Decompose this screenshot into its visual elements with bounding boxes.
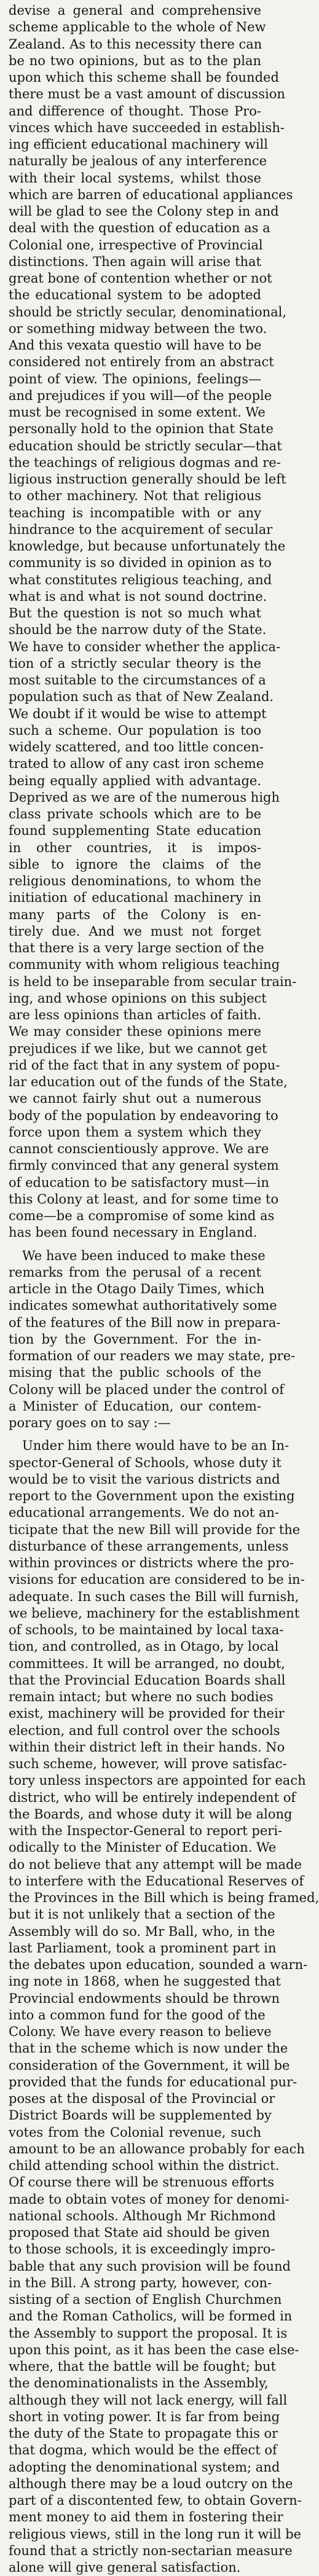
text-line: do not believe that any attempt will be made — [9, 1857, 302, 1872]
text-line: exist, machinery will be provided for their — [9, 1706, 285, 1721]
text-line: ligious instruction generally should be left — [9, 472, 286, 487]
text-line: trated to allow of any cast iron scheme — [9, 756, 264, 772]
text-line: distinctions. Then again will arise that — [9, 254, 261, 269]
text-line: District Boards will be supplemented by — [9, 2108, 272, 2123]
text-line: of education to be satisfactory must—in — [9, 1175, 269, 1190]
text-line: knowledge, but because unfortunately the — [9, 539, 286, 554]
text-line: must be recognised in some extent. We — [9, 405, 266, 420]
text-line: consideration of the Government, it will be — [9, 2057, 290, 2073]
text-line: prejudices if we like, but we cannot get — [9, 1041, 267, 1056]
text-line: tion, and controlled, as in Otago, by local — [9, 1639, 279, 1654]
text-line: lar education out of the funds of the State, — [9, 1075, 288, 1089]
text-line: should be strictly secular, denominational, — [9, 304, 287, 319]
text-line: class private schools which are to be — [9, 807, 261, 821]
text-line: what constitutes religious teaching, and — [9, 572, 272, 587]
text-line: adequate. In such cases the Bill will furnish, — [9, 1589, 299, 1604]
text-line: child attending school within the district. — [9, 2158, 280, 2173]
text-line: remain intact; but where no such bodies — [9, 1689, 274, 1704]
text-line: sible to ignore the claims of the — [9, 856, 261, 872]
text-line: the duty of the State to propagate this or — [9, 2426, 278, 2441]
text-line: where, that the battle will be fought; but — [9, 2359, 276, 2374]
text-line: Colony will be placed under the control of — [9, 1382, 285, 1397]
text-line: Under him there would have to be an In- — [22, 1438, 289, 1454]
text-line: report to the Government upon the existing — [9, 1489, 295, 1503]
text-line: widely scattered, and too little concen- — [9, 740, 264, 754]
text-line: tirely due. And we must not forget — [9, 923, 261, 939]
text-line: sisting of a section of English Churchmen — [9, 2292, 282, 2307]
text-line: tion of a strictly secular theory is the — [9, 656, 261, 671]
text-line: made to obtain votes of money for denomi- — [9, 2191, 289, 2207]
text-line: although there may be a loud outcry on the — [9, 2476, 293, 2491]
text-line: firmly convinced that any general system — [9, 1158, 279, 1173]
text-line: ment money to aid them in fostering their — [9, 2510, 283, 2525]
text-line: ticipate that the new Bill will provide for the — [9, 1522, 301, 1537]
text-line: of the features of the Bill now in prepara- — [9, 1315, 281, 1330]
text-line: Of course there will be strenuous efforts — [9, 2175, 274, 2190]
text-line: poses at the disposal of the Provincial or — [9, 2091, 275, 2106]
text-line: although they will not lack energy, will fall — [9, 2392, 288, 2408]
text-line: to other machinery. Not that religious — [9, 488, 261, 504]
text-line: to interfere with the Educational Reserves of — [9, 1873, 304, 1889]
text-line: religious denominations, to whom the — [9, 874, 261, 888]
text-line: remarks from the perusal of a recent — [9, 1264, 261, 1280]
text-line: most suitable to the circumstances of a — [9, 673, 266, 687]
text-line: We may consider these opinions mere — [9, 1024, 261, 1039]
text-line: and difference of thought. Those Pro- — [9, 103, 261, 119]
text-line: spector-General of Schools, whose duty it — [9, 1455, 282, 1470]
text-line: this Colony at least, and for some time to — [9, 1191, 279, 1207]
text-line: provided that the funds for educational pur- — [9, 2074, 297, 2089]
text-line: devise a general and comprehensive — [9, 3, 261, 18]
text-line: amount to be an allowance probably for each — [9, 2141, 305, 2156]
text-line: community is so divided in opinion as to — [9, 555, 272, 571]
text-line: initiation of educational machinery in — [9, 890, 261, 906]
text-line: naturally be jealous of any interference — [9, 154, 267, 169]
text-line: adopting the denominational system; and — [9, 2459, 280, 2475]
text-line: that dogma, which would be the effect of — [9, 2443, 277, 2458]
text-line: vinces which have succeeded in establish- — [9, 120, 285, 135]
text-line: in the Bill. A strong party, however, con- — [9, 2275, 272, 2290]
text-line: committees. It will be arranged, no doubt, — [9, 1656, 285, 1671]
text-line: that the Provincial Education Boards shall — [9, 1672, 286, 1688]
text-line: scheme applicable to the whole of New — [9, 20, 266, 35]
text-line: article in the Otago Daily Times, which — [9, 1282, 265, 1296]
text-line: the Boards, and whose duty it will be along — [9, 1806, 293, 1822]
text-line: what is and what is not sound doctrine. — [9, 589, 267, 604]
text-line: such scheme, however, will prove satisfac- — [9, 1756, 287, 1771]
text-line: to those schools, it is exceedingly impro- — [9, 2242, 275, 2257]
text-line: teaching is incompatible with or any — [9, 505, 261, 520]
text-line: would be to visit the various districts and — [9, 1471, 280, 1487]
text-line: community with whom religious teaching — [9, 957, 280, 973]
text-line: will be glad to see the Colony step in and — [9, 204, 279, 219]
text-line: Colony. We have every reason to believe — [9, 2024, 272, 2039]
text-line: or something midway between the two. — [9, 321, 267, 336]
text-line: be no two opinions, but as to the plan — [9, 53, 261, 68]
text-line: has been found necessary in England. — [9, 1225, 258, 1240]
text-line: and the Roman Catholics, will be formed in — [9, 2309, 293, 2324]
text-line: of schools, to be maintained by local taxa- — [9, 1623, 284, 1637]
text-line: there must be a vast amount of discussion — [9, 87, 285, 102]
text-line: the teachings of religious dogmas and re- — [9, 455, 281, 470]
text-line: Provincial endowments should be thrown — [9, 1991, 280, 2006]
text-line: we believe, machinery for the establishment — [9, 1605, 300, 1621]
text-line: being equally applied with advantage. — [9, 773, 261, 788]
text-line: great bone of contention whether or not — [9, 271, 272, 286]
text-line: which are barren of educational appliances — [9, 187, 293, 202]
text-line: rid of the fact that in any system of popu- — [9, 1057, 280, 1073]
text-line: deal with the question of education as a — [9, 221, 270, 236]
text-line: short in voting power. It is far from being — [9, 2409, 280, 2424]
text-line: Deprived as we are of the numerous high — [9, 789, 280, 805]
text-line: is held to be inseparable from secular train- — [9, 974, 297, 989]
text-line: alone will give general satisfaction. — [9, 2560, 241, 2575]
text-line: And this vexata questio will have to be — [9, 338, 262, 353]
text-line: with their local systems, whilst those — [9, 170, 261, 186]
text-line: bable that any such provision will be found — [9, 2258, 291, 2274]
text-line: formation of our readers we may state, pre- — [9, 1349, 296, 1363]
text-line: many parts of the Colony is en- — [9, 907, 261, 922]
text-line: education should be strictly secular—that — [9, 438, 282, 453]
text-line: come—be a compromise of some kind as — [9, 1208, 275, 1223]
text-line: population such as that of New Zealand. — [9, 689, 274, 705]
text-line: body of the population by endeavoring to — [9, 1108, 278, 1123]
text-line: but it is not unlikely that a section of the — [9, 1907, 275, 1922]
text-line: and prejudices if you will—of the people — [9, 388, 272, 403]
text-line: visions for education are considered to be in- — [9, 1572, 305, 1587]
text-line: educational arrangements. We do not an- — [9, 1505, 280, 1521]
text-line: We have to consider whether the applica- — [9, 639, 281, 654]
text-line: But the question is not so much what — [9, 606, 261, 621]
text-line: the Provinces in the Bill which is being framed, — [9, 1890, 319, 1905]
text-line: porary goes on to say :— — [9, 1415, 171, 1430]
text-line: personally hold to the opinion that State — [9, 421, 274, 437]
text-line: found that a strictly non-sectarian measure — [9, 2543, 293, 2558]
paragraph-gap — [9, 1431, 261, 1438]
article-paragraph-1 — [9, 2, 297, 1242]
text-line: within their district left in their hands. No — [9, 1739, 285, 1755]
text-line: mising that the public schools of the — [9, 1365, 261, 1380]
text-line: such a scheme. Our population is too — [9, 722, 261, 738]
text-line: the Assembly to support the proposal. It is — [9, 2325, 288, 2341]
text-line: ing, and whose opinions on this subject — [9, 990, 267, 1006]
quoted-passage — [9, 1431, 319, 2576]
text-line: We have been induced to make these — [22, 1248, 266, 1263]
text-line: are less opinions than articles of faith. — [9, 1008, 261, 1022]
text-line: hindrance to the acquirement of secular — [9, 522, 273, 537]
text-line: force upon them a system which they — [9, 1124, 261, 1140]
text-line: the debates upon education, sounded a warn- — [9, 1957, 308, 1972]
text-line: with the Inspector-General to report peri- — [9, 1823, 283, 1838]
text-line: proposed that State aid should be given — [9, 2225, 270, 2240]
text-line: considered not entirely from an abstract — [9, 354, 274, 370]
article-paragraph-2 — [9, 1242, 296, 1432]
text-line: district, who will be entirely independent of — [9, 1790, 296, 1805]
text-line: national schools. Although Mr Richmond — [9, 2208, 276, 2223]
text-line: election, and full control over the schools — [9, 1723, 280, 1738]
text-line: tion by the Government. For the in- — [9, 1331, 261, 1347]
text-line: found supplementing State education — [9, 823, 261, 839]
text-line: tory unless inspectors are appointed for each — [9, 1773, 306, 1788]
text-line: religious views, still in the long run it will be — [9, 2526, 302, 2542]
text-line: a Minister of Education, our contem- — [9, 1398, 261, 1414]
text-line: point of view. The opinions, feelings— — [9, 371, 261, 386]
paragraph-gap — [9, 1242, 261, 1248]
text-line: that in the scheme which is now under the — [9, 2041, 288, 2056]
text-line: We doubt if it would be wise to attempt — [9, 706, 267, 721]
text-line: votes from the Colonial revenue, such — [9, 2124, 261, 2140]
text-line: that there is a very large section of the — [9, 941, 264, 955]
text-line: cannot conscientiously approve. We are — [9, 1141, 269, 1156]
text-line: last Parliament, took a prominent part in — [9, 1940, 277, 1955]
text-line: should be the narrow duty of the State. — [9, 622, 267, 638]
text-line: Zealand. As to this necessity there can — [9, 36, 262, 52]
text-line: odically to the Minister of Education. We — [9, 1840, 277, 1855]
text-line: Colonial one, irrespective of Provincial — [9, 237, 263, 253]
text-line: in other countries, it is impos- — [9, 840, 261, 855]
text-line: upon this point, as it has been the case else- — [9, 2342, 299, 2357]
text-line: ing note in 1868, when he suggested that — [9, 1974, 281, 1989]
text-line: within provinces or districts where the pro- — [9, 1556, 294, 1570]
text-line: we cannot fairly shut out a numerous — [9, 1091, 261, 1106]
text-line: ing efficient educational machinery will — [9, 137, 268, 152]
text-line: indicates somewhat authoritatively some — [9, 1298, 277, 1313]
text-line: into a common fund for the good of the — [9, 2007, 266, 2022]
text-line: Assembly will do so. Mr Ball, who, in the — [9, 1924, 275, 1939]
text-line: the educational system to be adopted — [9, 288, 261, 303]
text-line: upon which this scheme shall be founded — [9, 70, 279, 85]
text-line: the denominationalists in the Assembly, — [9, 2376, 269, 2391]
text-line: disturbance of these arrangements, unless — [9, 1538, 289, 1554]
text-line: part of a discontented few, to obtain Govern- — [9, 2493, 302, 2508]
